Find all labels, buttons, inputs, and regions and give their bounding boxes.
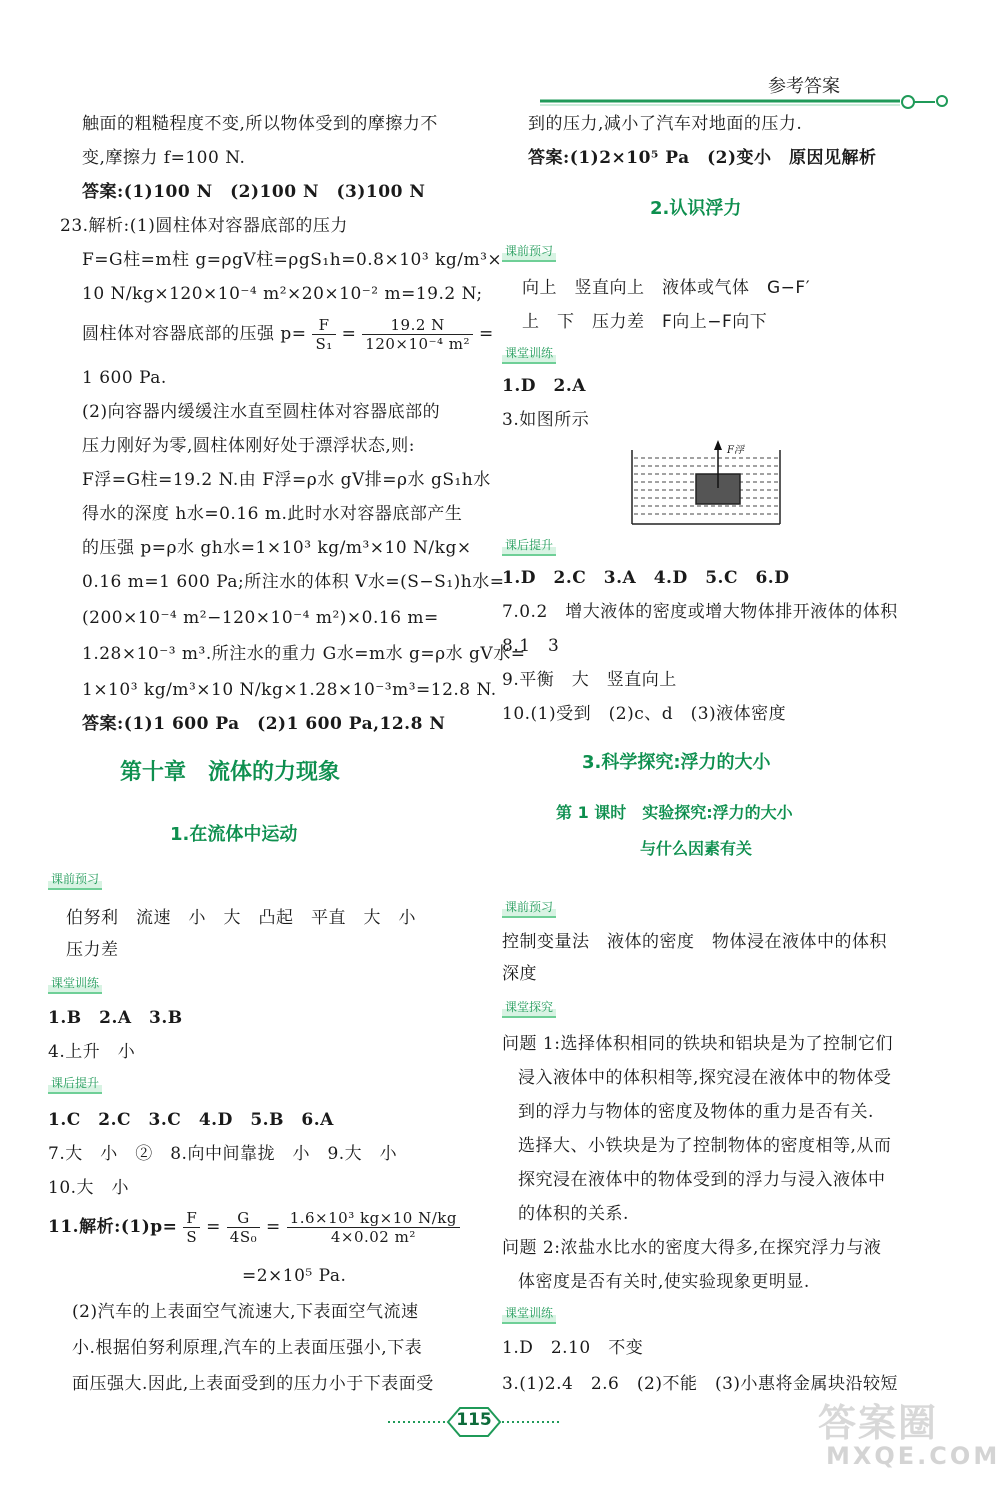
right-pre-2: 上 下 压力差 F向上−F向下 xyxy=(522,312,768,332)
left-line-8: 1 600 Pa. xyxy=(82,368,167,388)
header-decoration xyxy=(540,92,960,112)
left-q11-line-4: 小.根据伯努利原理,汽车的上表面压强小,下表 xyxy=(72,1338,423,1358)
right-cls-4: 3.(1)2.4 2.6 (2)不能 (3)小惠将金属块沿较短 xyxy=(502,1374,899,1394)
right-aft-2: 7.0.2 增大液体的密度或增大物体排开液体的体积 xyxy=(502,602,898,622)
left-line-15: (200×10⁻⁴ m²−120×10⁻⁴ m²)×0.16 m= xyxy=(82,608,439,628)
right-cls-1: 1.D 2.A xyxy=(502,376,586,396)
fraction-value: $\frac{19.2 N}{\text{120×10⁻⁴ m²}}$ xyxy=(362,316,473,353)
tag-class-training: 课堂训练 xyxy=(502,1304,556,1324)
lesson-title-2: 与什么因素有关 xyxy=(640,839,753,858)
equals-sign: = xyxy=(206,1217,221,1237)
left-answer-23: 答案:(1)1 600 Pa (2)1 600 Pa,12.8 N xyxy=(82,714,446,734)
equals-sign: = xyxy=(478,324,494,344)
buoyancy-figure xyxy=(630,438,790,528)
left-pre-2: 压力差 xyxy=(66,940,119,960)
left-line-2: 变,摩擦力 f=100 N. xyxy=(82,148,246,168)
section-1-title: 1.在流体中运动 xyxy=(170,824,298,845)
equals-sign: = xyxy=(341,324,357,344)
right-pre-1: 向上 竖直向上 液体或气体 G−F′ xyxy=(522,278,811,298)
left-cls-1: 1.B 2.A 3.B xyxy=(48,1008,183,1028)
left-q11-line-1 xyxy=(48,1205,460,1249)
left-line-17: 1×10³ kg/m³×10 N/kg×1.28×10⁻³m³=12.8 N. xyxy=(82,680,497,700)
tag-class-training: 课堂训练 xyxy=(502,344,556,364)
watermark-url: MXQE.COM xyxy=(826,1442,1000,1470)
arrow-head-icon xyxy=(714,440,722,450)
tag-pre-study: 课前预习 xyxy=(48,870,102,890)
left-q11-line-3: (2)汽车的上表面空气流速大,下表面空气流速 xyxy=(72,1302,419,1322)
section-2-title: 2.认识浮力 xyxy=(650,198,742,219)
right-explore-6: 的体积的关系. xyxy=(518,1204,629,1224)
left-aft-1: 1.C 2.C 3.C 4.D 5.B 6.A xyxy=(48,1110,334,1130)
q11-label: 11.解析:(1)p= xyxy=(48,1217,178,1237)
header-title: 参考答案 xyxy=(768,76,840,97)
right-aft-5: 10.(1)受到 (2)c、d (3)液体密度 xyxy=(502,704,787,724)
left-line-6: 10 N/kg×120×10⁻⁴ m²×20×10⁻² m=19.2 N; xyxy=(82,284,483,304)
left-line-12: 得水的深度 h水=0.16 m.此时水对容器底部产生 xyxy=(82,504,463,524)
right-explore-7: 问题 2:浓盐水比水的密度大得多,在探究浮力与液 xyxy=(502,1238,882,1258)
left-cls-2: 4.上升 小 xyxy=(48,1042,136,1062)
left-line-1: 触面的粗糙程度不变,所以物体受到的摩擦力不 xyxy=(82,114,438,134)
left-line-7 xyxy=(82,312,494,356)
left-aft-2: 7.大 小 ② 8.向中间靠拢 小 9.大 小 xyxy=(48,1144,398,1164)
right-explore-4: 选择大、小铁块是为了控制物体的密度相等,从而 xyxy=(518,1136,892,1156)
right-aft-1: 1.D 2.C 3.A 4.D 5.C 6.D xyxy=(502,568,790,588)
right-explore-1: 问题 1:选择体积相同的铁块和铝块是为了控制它们 xyxy=(502,1034,893,1054)
left-line-13: 的压强 p=ρ水 gh水=1×10³ kg/m³×10 N/kg× xyxy=(82,538,472,558)
right-aft-4: 9.平衡 大 竖直向上 xyxy=(502,670,677,690)
fraction-f-over-s1: $\frac{F}{\text{S₁}}$ xyxy=(312,316,335,353)
left-q11-line-5: 面压强大.因此,上表面受到的压力小于下表面受 xyxy=(72,1374,434,1394)
lesson-title-1: 第 1 课时 实验探究:浮力的大小 xyxy=(556,803,793,822)
left-q11-line-2: =2×10⁵ Pa. xyxy=(242,1266,347,1286)
tag-after-class: 课后提升 xyxy=(48,1074,102,1094)
fraction-f-over-s: $\frac{F}{S}$ xyxy=(183,1209,200,1246)
left-line-5: F=G柱=m柱 g=ρgV柱=ρgS₁h=0.8×10³ kg/m³× xyxy=(82,250,503,270)
left-q23-title: 23.解析:(1)圆柱体对容器底部的压力 xyxy=(60,216,348,236)
right-explore-5: 探究浸在液体中的物体受到的浮力与浸入液体中 xyxy=(518,1170,886,1190)
left-aft-3: 10.大 小 xyxy=(48,1178,130,1198)
right-pre-3: 控制变量法 液体的密度 物体浸在液体中的体积 xyxy=(502,932,887,952)
right-explore-8: 体密度是否有关时,使实验现象更明显. xyxy=(518,1272,810,1292)
page-number: 115 xyxy=(456,1410,492,1430)
right-pre-4: 深度 xyxy=(502,964,537,984)
tag-class-training: 课堂训练 xyxy=(48,974,102,994)
tag-after-class: 课后提升 xyxy=(502,536,556,556)
left-line-16: 1.28×10⁻³ m³.所注水的重力 G水=m水 g=ρ水 gV水= xyxy=(82,644,526,664)
left-line-11: F浮=G柱=19.2 N.由 F浮=ρ水 gV排=ρ水 gS₁h水 xyxy=(82,470,491,490)
fraction-q11-value: $\frac{\text{1.6×10³ kg×10 N/kg}}{\text{4×0.02 m²}}$ xyxy=(287,1209,460,1246)
right-explore-3: 到的浮力与物体的密度及物体的重力是否有关. xyxy=(518,1102,874,1122)
left-line-10: 压力刚好为零,圆柱体刚好处于漂浮状态,则: xyxy=(82,436,416,456)
pressure-text: 圆柱体对容器底部的压强 p= xyxy=(82,324,307,344)
right-line-1: 到的压力,减小了汽车对地面的压力. xyxy=(528,114,803,134)
tag-pre-study: 课前预习 xyxy=(502,898,556,918)
right-cls-3: 1.D 2.10 不变 xyxy=(502,1338,644,1358)
left-line-9: (2)向容器内缓缓注水直至圆柱体对容器底部的 xyxy=(82,402,441,422)
tag-class-explore: 课堂探究 xyxy=(502,998,556,1018)
right-cls-2: 3.如图所示 xyxy=(502,410,590,430)
fraction-g-over-4s0: $\frac{G}{\text{4S₀}}$ xyxy=(227,1209,260,1246)
equals-sign: = xyxy=(266,1217,281,1237)
left-line-14: 0.16 m=1 600 Pa;所注水的体积 V水=(S−S₁)h水= xyxy=(82,572,505,592)
section-3-title: 3.科学探究:浮力的大小 xyxy=(582,752,771,773)
tag-pre-study: 课前预习 xyxy=(502,242,556,262)
left-pre-1: 伯努利 流速 小 大 凸起 平直 大 小 xyxy=(66,908,416,928)
right-aft-3: 8.1 3 xyxy=(502,636,560,656)
chapter-title: 第十章 流体的力现象 xyxy=(120,760,341,785)
left-answer-22: 答案:(1)100 N (2)100 N (3)100 N xyxy=(82,182,426,202)
right-answer-11: 答案:(1)2×10⁵ Pa (2)变小 原因见解析 xyxy=(528,148,877,168)
right-explore-2: 浸入液体中的体积相等,探究浸在液体中的物体受 xyxy=(518,1068,892,1088)
force-label: F浮 xyxy=(727,445,744,456)
watermark-logo: 答案圈 xyxy=(818,1401,939,1445)
